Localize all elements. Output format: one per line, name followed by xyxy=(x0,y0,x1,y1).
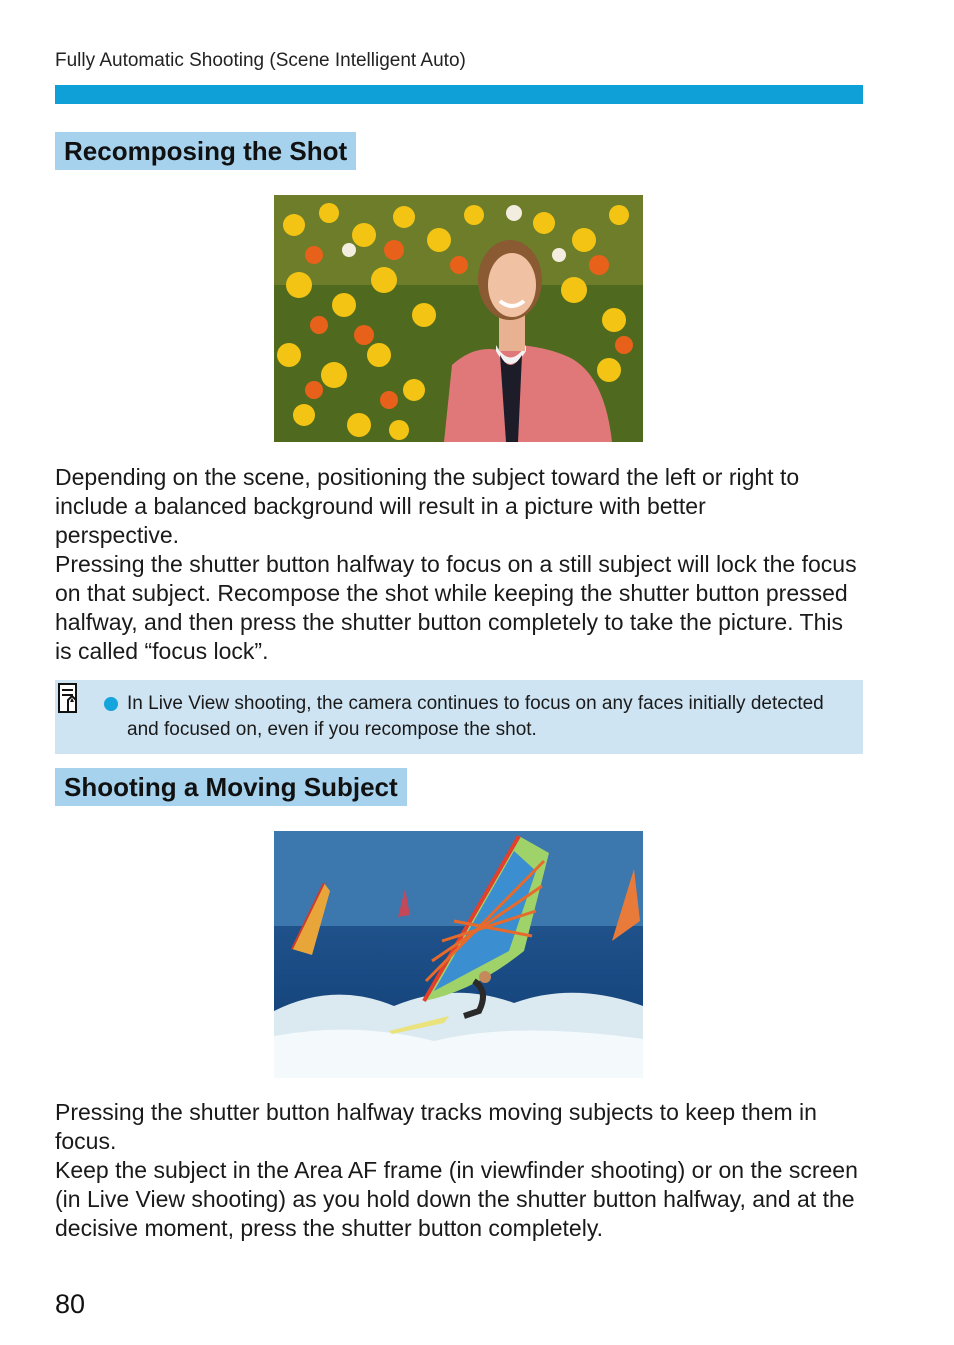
note-box xyxy=(55,680,863,754)
bullet-icon xyxy=(104,697,118,711)
section-heading-moving-subject: Shooting a Moving Subject xyxy=(55,768,407,806)
section1-paragraph-2: Pressing the shutter button halfway to focus on a still subject will lock the focus on that subject. Recompose the shot while keeping the shutter button pressed halfway, and then press the shutter button completely to take the picture. This is called “focus lock”. xyxy=(55,551,857,664)
note-text: In Live View shooting, the camera continues to focus on any faces initially detected and focused on, even if you recompose the shot. xyxy=(127,693,824,740)
page-number: 80 xyxy=(55,1289,86,1319)
memo-icon xyxy=(57,682,81,714)
section1-body xyxy=(55,463,863,666)
header-bar xyxy=(55,85,863,104)
section1-paragraph-1: Depending on the scene, positioning the subject toward the left or right to include a balanced background will result in a picture with better perspective. xyxy=(55,464,800,548)
section-heading-recomposing: Recomposing the Shot xyxy=(55,132,356,170)
portrait-photo xyxy=(274,195,643,442)
running-header: Fully Automatic Shooting (Scene Intelligent Auto) xyxy=(55,50,466,71)
section2-paragraph-1: Pressing the shutter button halfway tracks moving subjects to keep them in focus. xyxy=(55,1099,817,1154)
section2-paragraph-2: Keep the subject in the Area AF frame (in viewfinder shooting) or on the screen (in Live View shooting) as you hold down the shutter button halfway, and at the decisive moment, press the shutter button completely. xyxy=(55,1157,858,1241)
section2-body xyxy=(55,1098,863,1243)
windsurfer-photo xyxy=(274,831,643,1078)
